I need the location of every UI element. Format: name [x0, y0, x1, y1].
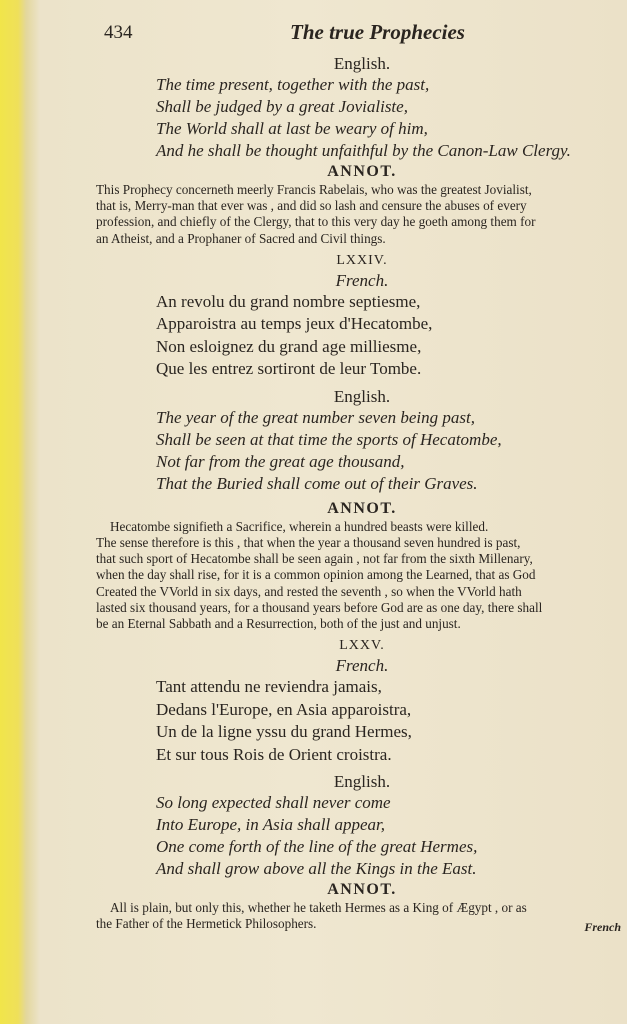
english-verse [104, 792, 620, 880]
quatrain-number: LXXV. [339, 638, 385, 654]
heading-english: English. [333, 54, 391, 73]
heading-english: English. [333, 772, 391, 792]
annotation-text [96, 900, 624, 932]
prose-line: that is, Merry-man that ever was , and did so lash and censure the abuses of every [96, 198, 527, 214]
page-header [104, 20, 620, 54]
prose-line: when the day shall rise, for it is a common opinion among the Learned, that as God [96, 567, 536, 583]
verse-line: Et sur tous Rois de Orient croistra. [156, 744, 392, 764]
verse-line: Non esloignez du grand age milliesme, [156, 336, 422, 356]
annotation-text [96, 182, 624, 247]
annotation-text [96, 519, 624, 632]
verse-line: And shall grow above all the Kings in the East. [156, 859, 477, 879]
verse-line: Not far from the great age thousand, [156, 451, 405, 471]
english-verse [104, 74, 620, 162]
verse-line: So long expected shall never come [156, 793, 391, 813]
prose-line: the Father of the Hermetick Philosophers. [96, 916, 317, 932]
verse-line: Shall be judged by a great Jovialiste, [156, 97, 408, 116]
prose-line: Hecatombe signifieth a Sacrifice, wherein a hundred beasts were killed. [110, 518, 489, 534]
quatrain-number: LXXIV. [336, 252, 388, 268]
prose-line: This Prophecy concerneth meerly Francis Rabelais, who was the greatest Jovialist, [96, 182, 532, 197]
heading-annot: ANNOT. [327, 499, 397, 517]
french-verse [104, 676, 620, 766]
prose-line: profession, and chiefly of the Clergy, that to this very day he goeth among them for [96, 214, 536, 230]
heading-french: French. [335, 270, 389, 290]
catchword: French [584, 920, 621, 934]
prose-line: Created the VVorld in six days, and rested the seventh , so when the VVorld hath [96, 583, 522, 599]
prose-line: be an Eternal Sabbath and a Resurrection, both of the just and unjust. [96, 616, 461, 632]
verse-line: And he shall be thought unfaithful by the Canon-Law Clergy. [156, 141, 571, 160]
prose-line: The sense therefore is this , that when the year a thousand seven hundred is past, [96, 535, 521, 551]
verse-line: That the Buried shall come out of their Graves. [156, 473, 478, 493]
verse-line: Apparoistra au temps jeux d'Hecatombe, [156, 314, 433, 334]
verse-line: Un de la ligne yssu du grand Hermes, [156, 722, 412, 742]
prose-line: lasted six thousand years, for a thousand years before God are as one day, there shall [96, 599, 543, 615]
heading-english: English. [333, 386, 391, 406]
page-text [96, 20, 620, 933]
heading-annot: ANNOT. [327, 881, 397, 899]
verse-line: Into Europe, in Asia shall appear, [156, 815, 386, 835]
verse-line: One come forth of the line of the great Hermes, [156, 837, 478, 857]
verse-line: Shall be seen at that time the sports of Hecatombe, [156, 429, 502, 449]
verse-line: Que les entrez sortiront de leur Tombe. [156, 359, 422, 379]
prose-line: an Atheist, and a Prophaner of Sacred and Civil things. [96, 230, 386, 246]
page-number: 434 [104, 22, 133, 43]
french-verse [104, 291, 620, 381]
prose-line: that such sport of Hecatombe shall be seen again , not far from the sixth Millenary, [96, 551, 533, 567]
english-verse [104, 407, 620, 495]
verse-line: The World shall at last be weary of him, [156, 119, 428, 138]
heading-annot: ANNOT. [327, 163, 397, 180]
heading-french: French. [335, 656, 389, 676]
verse-line: Dedans l'Europe, en Asia apparoistra, [156, 699, 412, 719]
verse-line: Tant attendu ne reviendra jamais, [156, 677, 382, 697]
verse-line: The time present, together with the past, [156, 75, 430, 94]
prose-line: All is plain, but only this, whether he taketh Hermes as a King of Ægypt , or as [110, 900, 527, 916]
verse-line: The year of the great number seven being past, [156, 407, 475, 427]
running-title: The true Prophecies [290, 20, 465, 44]
verse-line: An revolu du grand nombre septiesme, [156, 291, 421, 311]
